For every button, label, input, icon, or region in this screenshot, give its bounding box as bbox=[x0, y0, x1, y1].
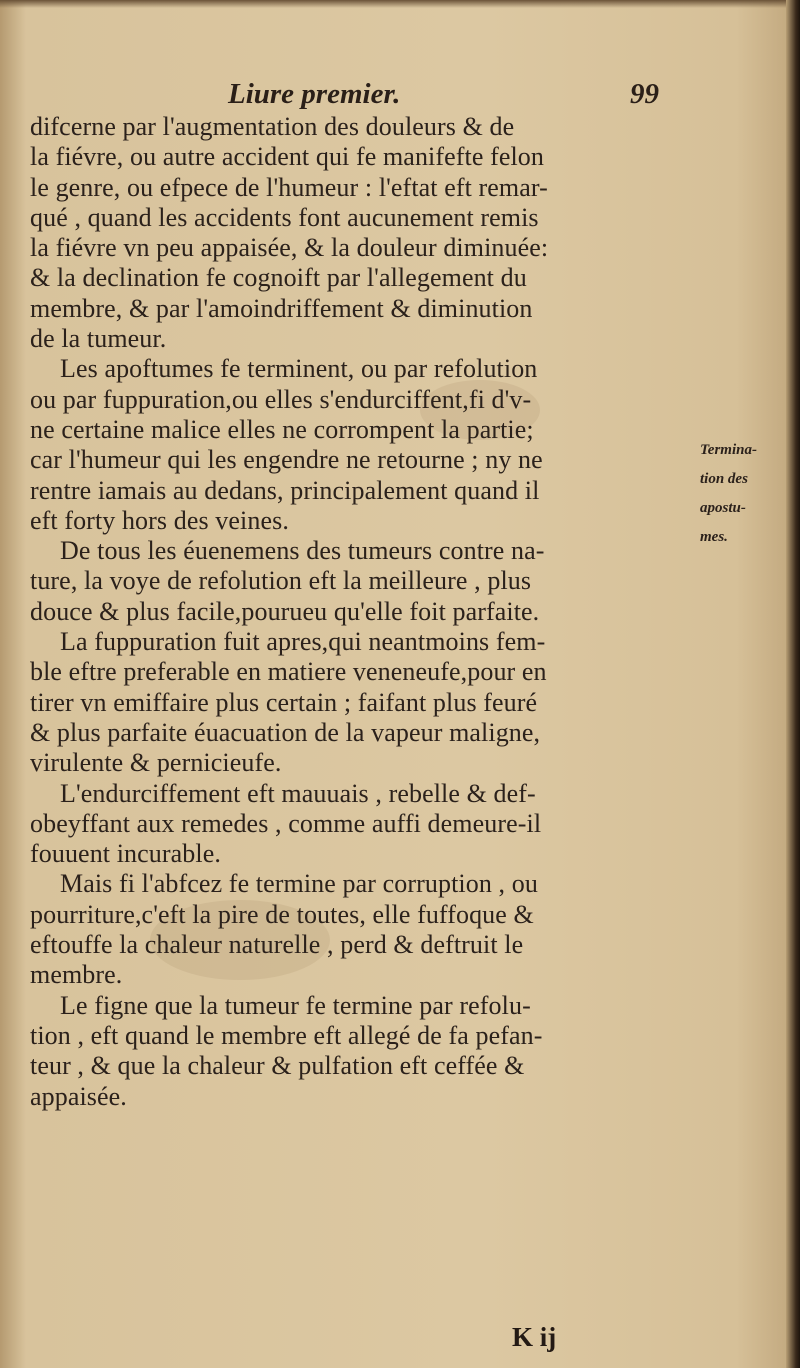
body-text bbox=[30, 112, 692, 1112]
text-line: Le figne que la tumeur fe termine par refolu- bbox=[60, 990, 531, 1020]
text-line: & la declination fe cognoift par l'allegement du bbox=[30, 263, 527, 293]
text-line: qué , quand les accidents font aucunement remis bbox=[30, 202, 539, 232]
margin-note-line: Termina- bbox=[700, 442, 757, 458]
margin-note-line: mes. bbox=[700, 529, 728, 545]
margin-note bbox=[700, 436, 790, 552]
text-line: difcerne par l'augmentation des douleurs & de bbox=[30, 112, 515, 141]
text-line: virulente & pernicieufe. bbox=[30, 748, 282, 778]
text-line: ble eftre preferable en matiere veneneufe,pour en bbox=[30, 657, 547, 687]
text-line: de la tumeur. bbox=[30, 324, 167, 354]
text-line: ou par fuppuration,ou elles s'endurciffent,fi d'v- bbox=[30, 384, 532, 414]
text-line: pourriture,c'eft la pire de toutes, elle fuffoque & bbox=[30, 899, 534, 929]
text-line: tion , eft quand le membre eft allegé de fa pefan- bbox=[30, 1020, 543, 1050]
text-line: & plus parfaite éuacuation de la vapeur maligne, bbox=[30, 717, 541, 747]
text-line: teur , & que la chaleur & pulfation eft ceffée & bbox=[30, 1051, 525, 1081]
page-edge bbox=[786, 0, 800, 1368]
text-line: le genre, ou efpece de l'humeur : l'eftat eft remar- bbox=[30, 172, 548, 202]
text-line: douce & plus facile,pourueu qu'elle foit parfaite. bbox=[30, 596, 540, 626]
text-line: ture, la voye de refolution eft la meilleure , plus bbox=[30, 566, 532, 596]
margin-note-line: apostu- bbox=[700, 500, 746, 516]
text-line: obeyffant aux remedes , comme auffi demeure-il bbox=[30, 808, 542, 838]
text-line: rentre iamais au dedans, principalement quand il bbox=[30, 475, 540, 505]
page-top-shadow bbox=[0, 0, 800, 8]
running-title: Liure premier. bbox=[228, 78, 401, 110]
text-line: la fiévre vn peu appaisée, & la douleur diminuée: bbox=[30, 233, 549, 263]
text-line: la fiévre, ou autre accident qui fe manifefte felon bbox=[30, 142, 545, 172]
text-line: membre, & par l'amoindriffement & diminution bbox=[30, 293, 533, 323]
text-line: La fuppuration fuit apres,qui neantmoins fem- bbox=[60, 627, 546, 657]
text-line: fouuent incurable. bbox=[30, 839, 221, 869]
text-line: De tous les éuenemens des tumeurs contre na- bbox=[60, 536, 545, 566]
margin-note-line: tion des bbox=[700, 471, 748, 487]
text-line: car l'humeur qui les engendre ne retourne ; ny ne bbox=[30, 445, 543, 475]
text-line: eftouffe la chaleur naturelle , perd & deftruit le bbox=[30, 930, 524, 960]
text-line: ne certaine malice elles ne corrompent la partie; bbox=[30, 414, 534, 444]
text-line: L'endurciffement eft mauuais , rebelle & def- bbox=[60, 778, 536, 808]
signature-mark: K ij bbox=[512, 1322, 557, 1352]
text-line: membre. bbox=[30, 960, 123, 990]
text-line: eft forty hors des veines. bbox=[30, 505, 289, 535]
text-line: Mais fi l'abfcez fe termine par corruption , ou bbox=[60, 869, 538, 899]
text-line: appaisée. bbox=[30, 1081, 127, 1111]
text-line: tirer vn emiffaire plus certain ; faifant plus feuré bbox=[30, 687, 538, 717]
text-line: Les apoftumes fe terminent, ou par refolution bbox=[60, 354, 538, 384]
page-number: 99 bbox=[630, 78, 659, 110]
